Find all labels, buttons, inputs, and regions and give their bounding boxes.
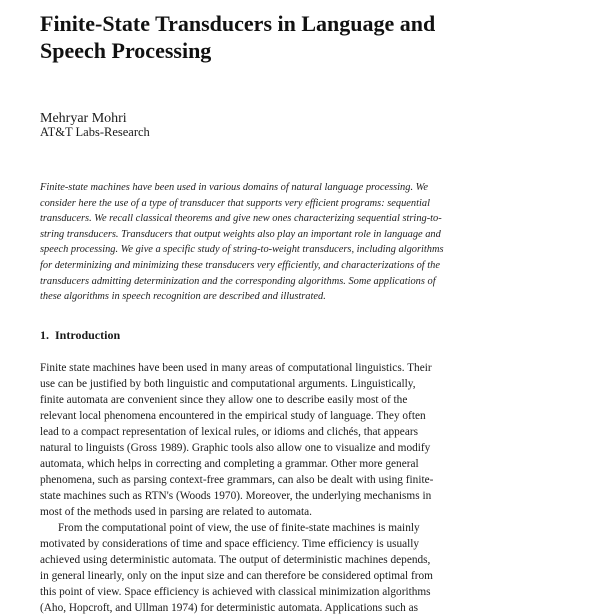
body-line: natural to linguists (Gross 1989). Graphic tools also allow one to visualize and modify bbox=[40, 442, 431, 454]
body-line: automata, which helps in correcting and completing a grammar. Other more general bbox=[40, 458, 419, 470]
section-title: Introduction bbox=[55, 328, 121, 342]
body-line: Finite state machines have been used in many areas of computational linguistics. Their bbox=[40, 362, 432, 374]
body-line: (Aho, Hopcroft, and Ullman 1974) for deterministic automata. Applications such as bbox=[40, 602, 419, 614]
body-line: motivated by considerations of time and space efficiency. Time efficiency is usually bbox=[40, 538, 420, 550]
section-heading-introduction bbox=[40, 327, 120, 343]
title-line: Speech Processing bbox=[40, 38, 212, 63]
abstract-line: Finite-state machines have been used in various domains of natural language processing. We bbox=[40, 182, 428, 193]
body-line: lead to a compact representation of lexical rules, or idioms and clichés, that appears bbox=[40, 426, 418, 438]
abstract-line: transducers admitting determinization and the corresponding algorithms. Some applications of bbox=[40, 275, 436, 287]
body-line: achieved using deterministic automata. The output of deterministic machines depends, bbox=[40, 554, 431, 566]
body-line: use can be justified by both linguistic and computational arguments. Linguistically, bbox=[40, 378, 416, 390]
body-line: phenomena, such as parsing context-free grammars, can also be dealt with using finite- bbox=[40, 474, 434, 486]
author-affiliation: AT&T Labs-Research bbox=[40, 125, 150, 139]
abstract-line: consider here the use of a type of transducer that supports very efficient programs: sequential bbox=[40, 197, 430, 209]
abstract-line: for determinizing and minimizing these transducers very efficiently, and characterizations of the bbox=[40, 259, 440, 271]
abstract-line: transducers. We recall classical theorems and give new ones characterizing sequential string-to- bbox=[40, 213, 442, 225]
body-line: state machines such as RTN's (Woods 1970). Moreover, the underlying mechanisms in bbox=[40, 490, 432, 502]
introduction-body bbox=[40, 360, 560, 616]
abstract-line: speech processing. We give a specific study of string-to-weight transducers, including algorithms bbox=[40, 244, 444, 256]
body-line: relevant local phenomena encountered in the empirical study of language. They often bbox=[40, 410, 426, 422]
body-line: in general linearly, only on the input size and can therefore be considered optimal from bbox=[40, 570, 433, 582]
body-line: finite automata are convenient since they allow one to describe easily most of the bbox=[40, 394, 408, 406]
body-line: From the computational point of view, the use of finite-state machines is mainly bbox=[58, 522, 420, 534]
section-number: 1. bbox=[40, 328, 49, 342]
author-name: Mehryar Mohri bbox=[40, 111, 127, 126]
body-line: this point of view. Space efficiency is achieved with classical minimization algorithms bbox=[40, 586, 431, 598]
body-line: most of the methods used in parsing are related to automata. bbox=[40, 506, 312, 518]
abstract-line: string transducers. Transducers that output weights also play an important role in language and bbox=[40, 228, 441, 240]
paper-title bbox=[40, 10, 560, 64]
title-line: Finite-State Transducers in Language and bbox=[40, 11, 436, 36]
abstract-line: these algorithms in speech recognition are described and illustrated. bbox=[40, 291, 326, 303]
abstract bbox=[40, 180, 560, 305]
